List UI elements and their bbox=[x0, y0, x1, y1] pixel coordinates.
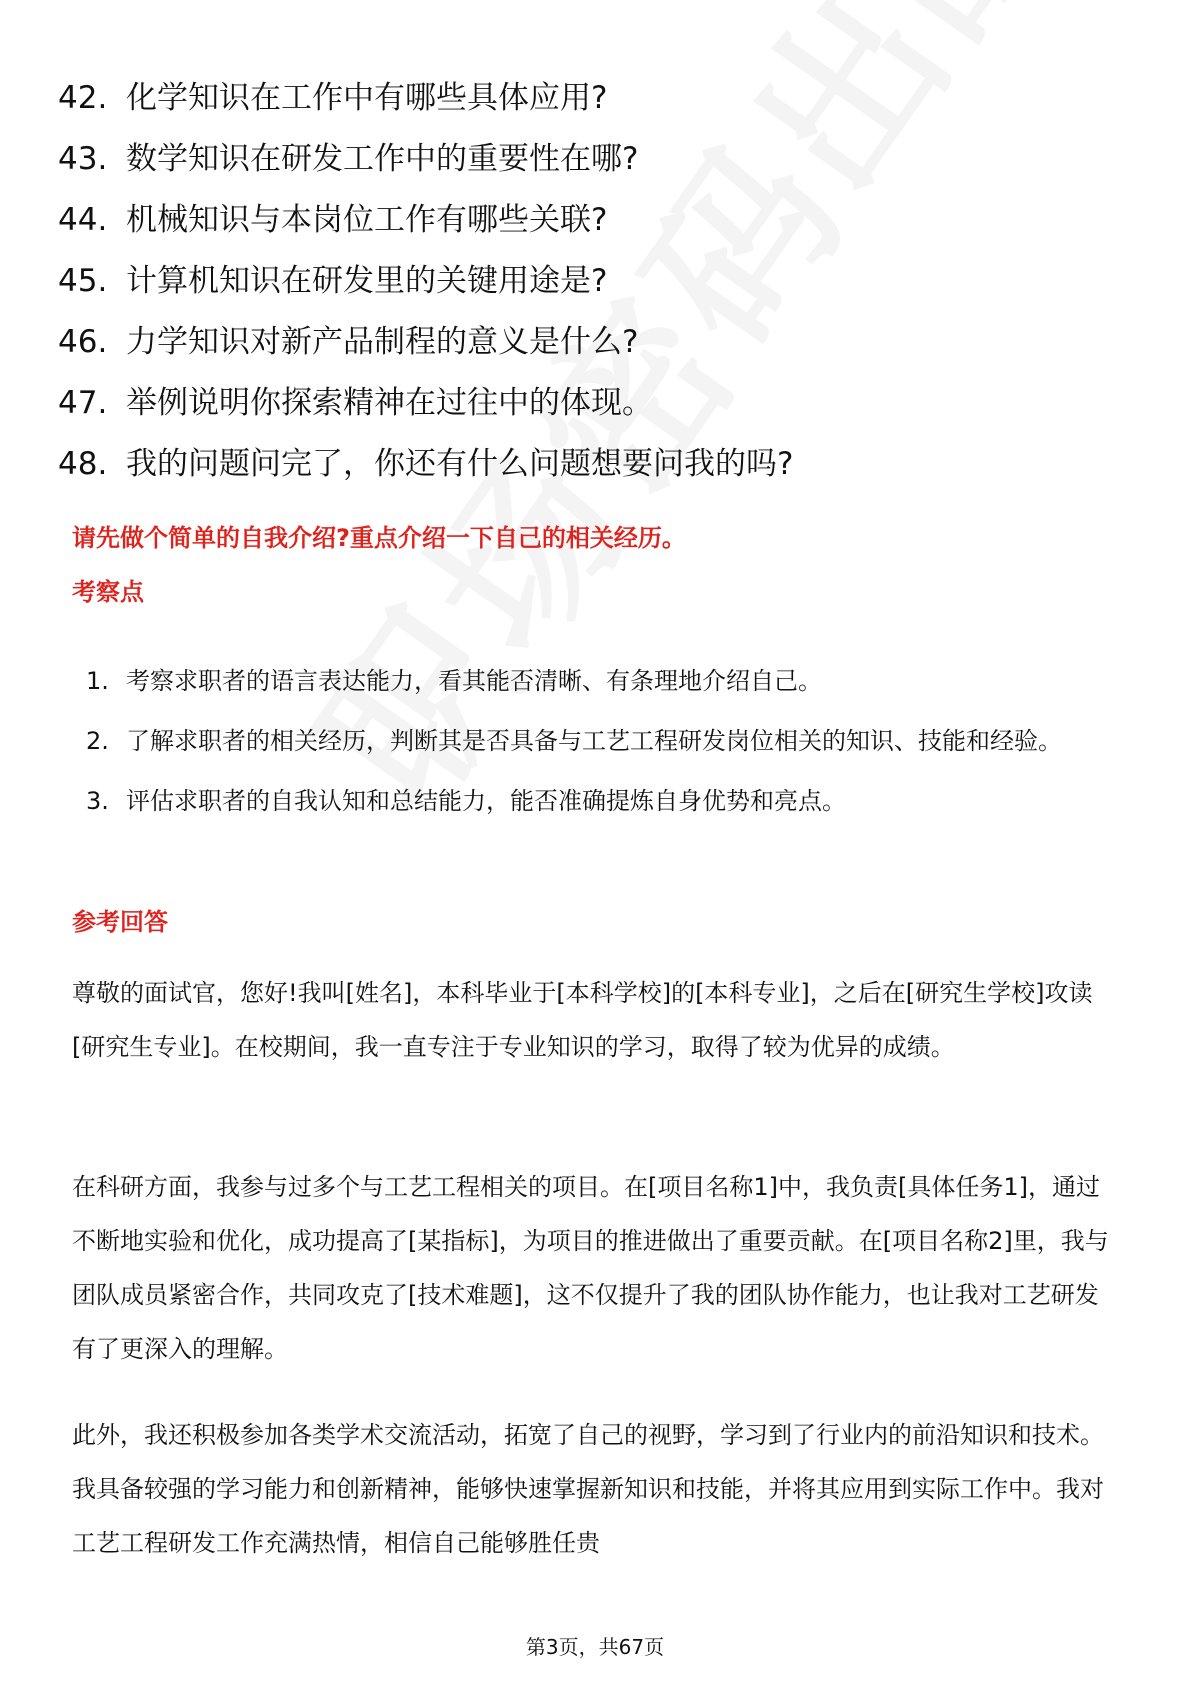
reference-answer-heading: 参考回答 bbox=[72, 908, 168, 936]
question-number: 47. bbox=[58, 385, 108, 421]
exam-point-number: 1. bbox=[86, 667, 109, 695]
question-item bbox=[58, 373, 793, 434]
question-item bbox=[58, 312, 793, 373]
exam-point-item bbox=[72, 715, 1112, 767]
exam-point-number: 2. bbox=[86, 727, 109, 755]
exam-point-text: 考察求职者的语言表达能力，看其能否清晰、有条理地介绍自己。 bbox=[126, 667, 822, 695]
question-number: 44. bbox=[58, 202, 108, 238]
exam-point-text: 评估求职者的自我认知和总结能力，能否准确提炼自身优势和亮点。 bbox=[126, 787, 846, 815]
question-item bbox=[58, 129, 793, 190]
answer-paragraph: 此外，我还积极参加各类学术交流活动，拓宽了自己的视野，学习到了行业内的前沿知识和技术。我具备较强的学习能力和创新精神，能够快速掌握新知识和技能，并将其应用到实际工作中。我对工艺工程研发工作充满热情，相信自己能够胜任贵 bbox=[72, 1421, 1104, 1557]
exam-points-heading: 考察点 bbox=[72, 578, 144, 606]
question-number: 43. bbox=[58, 141, 108, 177]
question-number: 46. bbox=[58, 324, 108, 360]
question-item bbox=[58, 434, 793, 495]
question-text: 举例说明你探索精神在过往中的体现。 bbox=[126, 385, 653, 421]
exam-point-number: 3. bbox=[86, 787, 109, 815]
exam-point-item bbox=[72, 655, 1112, 707]
question-number: 45. bbox=[58, 263, 108, 299]
exam-point-item bbox=[72, 775, 1112, 827]
question-text: 数学知识在研发工作中的重要性在哪? bbox=[126, 141, 639, 177]
question-text: 化学知识在工作中有哪些具体应用? bbox=[126, 80, 608, 116]
question-text: 计算机知识在研发里的关键用途是? bbox=[126, 263, 608, 299]
section-question-title: 请先做个简单的自我介绍?重点介绍一下自己的相关经历。 bbox=[72, 524, 686, 552]
answer-paragraph: 在科研方面，我参与过多个与工艺工程相关的项目。在[项目名称1]中，我负责[具体任务1]，通过不断地实验和优化，成功提高了[某指标]，为项目的推进做出了重要贡献。在[项目名称2]里，我与团队成员紧密合作，共同攻克了[技术难题]，这不仅提升了我的团队协作能力，也让我对工艺研发有了更深入的理解。 bbox=[72, 1173, 1109, 1363]
question-text: 我的问题问完了，你还有什么问题想要问我的吗? bbox=[126, 446, 794, 482]
question-list bbox=[58, 68, 793, 495]
question-item bbox=[58, 190, 793, 251]
page-footer: 第3页，共67页 bbox=[525, 1635, 665, 1659]
question-number: 48. bbox=[58, 446, 108, 482]
question-item bbox=[58, 251, 793, 312]
answer-paragraph: 尊敬的面试官，您好!我叫[姓名]，本科毕业于[本科学校]的[本科专业]，之后在[研究生学校]攻读[研究生专业]。在校期间，我一直专注于专业知识的学习，取得了较为优异的成绩。 bbox=[72, 979, 1093, 1061]
question-number: 42. bbox=[58, 80, 108, 116]
exam-point-text: 了解求职者的相关经历，判断其是否具备与工艺工程研发岗位相关的知识、技能和经验。 bbox=[126, 727, 1062, 755]
question-text: 机械知识与本岗位工作有哪些关联? bbox=[126, 202, 608, 238]
question-item bbox=[58, 68, 793, 129]
question-text: 力学知识对新产品制程的意义是什么? bbox=[126, 324, 639, 360]
exam-points-list bbox=[72, 655, 1112, 835]
